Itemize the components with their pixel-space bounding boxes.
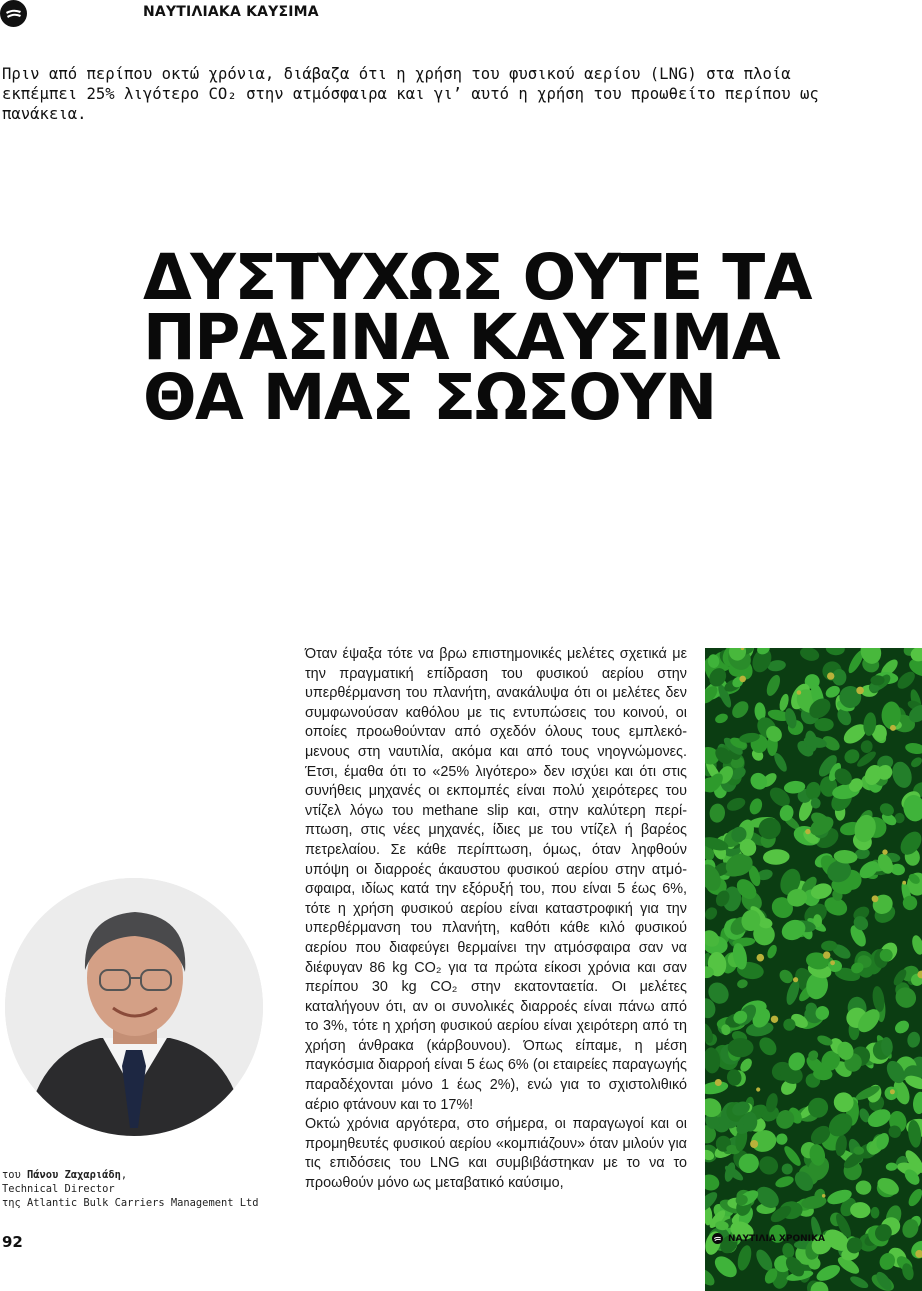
leaf-highlight xyxy=(805,829,810,834)
leaf-shape xyxy=(815,718,834,731)
leaf-highlight xyxy=(823,951,830,958)
leaf-highlight xyxy=(750,1140,758,1148)
byline-prefix: του xyxy=(2,1169,28,1181)
author-title: Technical Director xyxy=(2,1183,115,1195)
headline-line: ΘΑ ΜΑΣ ΣΩΣΟΥΝ xyxy=(143,361,716,434)
body-paragraph: Οκτώ χρόνια αργότερα, στο σήμερα, οι παραγωγοί και οι προμηθευτές φυσικού αερίου «κομπιάζουν» όταν μιλούν για τις επιδόσεις του LNG και συμβιβάστηκαν με το να το προωθούν μόνο ως μεταβατικό καύσιμο, xyxy=(305,1116,687,1192)
leaf-shape xyxy=(728,1038,754,1057)
leaf-highlight xyxy=(739,676,746,683)
leaf-highlight xyxy=(890,725,896,731)
leaf-highlight xyxy=(793,977,798,982)
headline-line: ΔΥΣΤΥΧΩΣ ΟΥΤΕ ΤΑ xyxy=(143,241,811,314)
leaf-highlight xyxy=(856,687,864,695)
leaf-highlight xyxy=(902,881,906,885)
leaf-highlight xyxy=(822,1194,826,1198)
author-name: Πάνου Ζαχαριάδη xyxy=(27,1169,121,1181)
leaf-highlight xyxy=(890,1089,895,1094)
intro-paragraph: Πριν από περίπου οκτώ χρόνια, διάβαζα ότι η χρήση του φυσικού αερίου (LNG) στα πλοία εκπέμπει 25% λιγότερο CO₂ στην ατμόσφαιρα και γι’ αυτό η χρήση του προωθείτο περίπου ως πανάκεια. xyxy=(2,65,819,123)
leaf-photo xyxy=(705,648,922,1291)
author-byline xyxy=(2,1168,292,1182)
footer-brand xyxy=(712,1233,825,1244)
leaf-highlight xyxy=(757,954,765,962)
magazine-logo-icon xyxy=(0,0,27,27)
section-label: ΝΑΥΤΙΛΙΑΚΑ ΚΑΥΣΙΜΑ xyxy=(143,4,319,20)
leaf-highlight xyxy=(872,895,879,902)
leaf-highlight xyxy=(882,849,887,854)
article-body xyxy=(305,645,687,1194)
leaf-shape xyxy=(871,1207,880,1219)
leaf-highlight xyxy=(771,1016,778,1023)
leaf-highlight xyxy=(756,1087,760,1091)
leaf-highlight xyxy=(827,672,834,679)
brand-name: ΝΑΥΤΙΛΙΑ ΧΡΟΝΙΚΑ xyxy=(728,1233,825,1244)
leaf-highlight xyxy=(797,690,802,695)
headline-line: ΠΡΑΣΙΝΑ ΚΑΥΣΙΜΑ xyxy=(143,301,780,374)
author-caption xyxy=(2,1168,292,1210)
leaf-highlight xyxy=(830,960,835,965)
brand-logo-icon xyxy=(712,1233,723,1244)
author-company: της Atlantic Bulk Carriers Management Ltd xyxy=(2,1197,259,1209)
page-number: 92 xyxy=(2,1233,23,1251)
author-portrait-icon xyxy=(5,878,263,1136)
article-headline xyxy=(143,241,903,434)
leaf-shape xyxy=(832,669,846,686)
leaf-highlight xyxy=(715,1079,722,1086)
body-paragraph: Όταν έψαξα τότε να βρω επιστημονικές μελέτες σχετικά με την πραγματική επίδραση του φυσικού αερίου στην υπερθέρμανση του πλανήτη, ανακάλυψα ότι οι μελέτες δεν συμφωνούσαν καθόλου με τις εντυπώσεις του κοινού, οι οποίες προωθούνταν από σχεδόν όλους τους εμπλεκόμενους στη ναυτιλία, ακόμα και από τους νηογνώμονες. Έτσι, έμαθα ότι το «25% λιγότερο» δεν ισχύει και ότι στις συνήθεις μηχανές οι εκπομπές είναι πολύ χειρότερες του ντίζελ λόγω του methane slip και, στην καλύτερη περίπτωση, στις νέες μηχανές, ίδιες με του ντίζελ ή βαρέος πετρελαίου. Σε κάθε περίπτωση, όμως, όταν ληφθούν υπόψη οι διαρροές άκαυστου φυσικού αερίου στην ατμόσφαιρα, ιδίως κατά την εξόρυξή του, που είναι 5 έως 6%, τότε η χρήση φυσικού αερίου είναι καταστροφική για την υπερθέρμανση του πλανήτη, καθότι κάθε κιλό φυσικού αερίου που διαφεύγει θερμαίνει την ατμόσφαιρα σαν να διέφυγαν 86 kg CO₂ για τα πρώτα είκοσι χρόνια και σαν περίπου 30 kg CO₂ στην εκατονταετία. Οι μελέτες καταλήγουν ότι, αν οι συνολικές διαρροές είναι πάνω από το 3%, τότε η χρήση φυσικού αερίου είναι χειρότερη από τη χρήση άνθρακα (κάρβουνου). Όπως είπαμε, η μέση παγκόσμια διαρροή είναι 5 έως 6% (οι εταιρείες παραγωγής παραδέχονται μόνο 1 έως 2%), ενώ για το σχιστολιθικό αέριο φτάνουν και το 17%! xyxy=(305,646,687,1113)
author-name-suffix: , xyxy=(120,1169,128,1181)
